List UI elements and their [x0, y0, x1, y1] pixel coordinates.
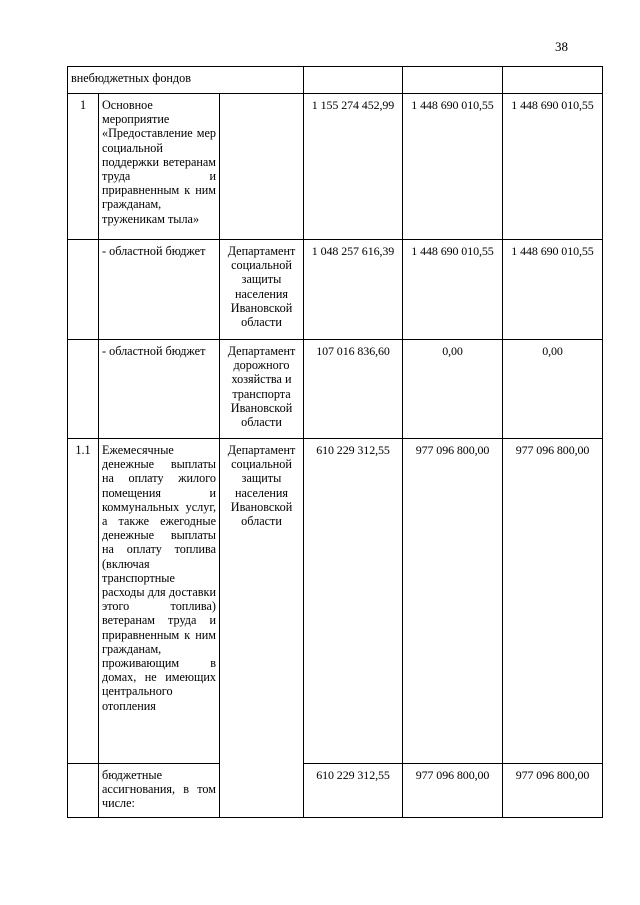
- amount-2022-cell: 977 096 800,00: [403, 439, 503, 764]
- amount-2022-cell: [403, 67, 503, 94]
- table-row: [68, 240, 603, 340]
- activity-name-cell: бюджетные ассигнования, в том числе:: [99, 764, 220, 818]
- executor-cell: Департамент дорожного хозяйства и транспорта Ивановской области: [220, 340, 304, 439]
- amount-2021-cell: [304, 67, 403, 94]
- table-row: [68, 67, 603, 94]
- amount-2023-cell: 1 448 690 010,55: [503, 240, 603, 340]
- amount-2022-cell: 1 448 690 010,55: [403, 94, 503, 240]
- amount-2022-cell: 0,00: [403, 340, 503, 439]
- row-number-cell: [68, 764, 99, 818]
- activity-name-cell: Ежемесячные денежные выплаты на оплату жилого помещения и коммунальных услуг, а также ежегодные денежные выплаты на оплату топлива (включая транспортные расходы для доставки этого топлива) ветеранам труда и приравненным к ним гражданам, проживающим в домах, не имеющих центрального отопления: [99, 439, 220, 764]
- budget-table: [67, 66, 603, 818]
- amount-2023-cell: 1 448 690 010,55: [503, 94, 603, 240]
- amount-2021-cell: 610 229 312,55: [304, 764, 403, 818]
- amount-2022-cell: 1 448 690 010,55: [403, 240, 503, 340]
- amount-2021-cell: 1 155 274 452,99: [304, 94, 403, 240]
- amount-2022-cell: 977 096 800,00: [403, 764, 503, 818]
- amount-2023-cell: 977 096 800,00: [503, 439, 603, 764]
- amount-2023-cell: 977 096 800,00: [503, 764, 603, 818]
- amount-2021-cell: 107 016 836,60: [304, 340, 403, 439]
- table-row: [68, 439, 603, 764]
- activity-name-cell: - областной бюджет: [99, 340, 220, 439]
- executor-cell: Департамент социальной защиты населения Ивановской области: [220, 240, 304, 340]
- amount-2021-cell: 1 048 257 616,39: [304, 240, 403, 340]
- executor-cell: [220, 94, 304, 240]
- table-row: [68, 764, 603, 818]
- table-row: [68, 340, 603, 439]
- amount-2021-cell: 610 229 312,55: [304, 439, 403, 764]
- row-number-cell: 1.1: [68, 439, 99, 764]
- amount-2023-cell: 0,00: [503, 340, 603, 439]
- executor-cell: [220, 764, 304, 818]
- row-number-cell: [68, 240, 99, 340]
- page-number: 38: [555, 39, 568, 54]
- activity-name-cell: Основное мероприятие «Предоставление мер социальной поддержки ветеранам труда и приравненным к ним гражданам, труженикам тыла»: [99, 94, 220, 240]
- row-number-cell: [68, 340, 99, 439]
- amount-2023-cell: [503, 67, 603, 94]
- row-header-cell: внебюджетных фондов: [68, 67, 304, 94]
- table-row: [68, 94, 603, 240]
- executor-cell: Департамент социальной защиты населения Ивановской области: [220, 439, 304, 764]
- activity-name-cell: - областной бюджет: [99, 240, 220, 340]
- row-number-cell: 1: [68, 94, 99, 240]
